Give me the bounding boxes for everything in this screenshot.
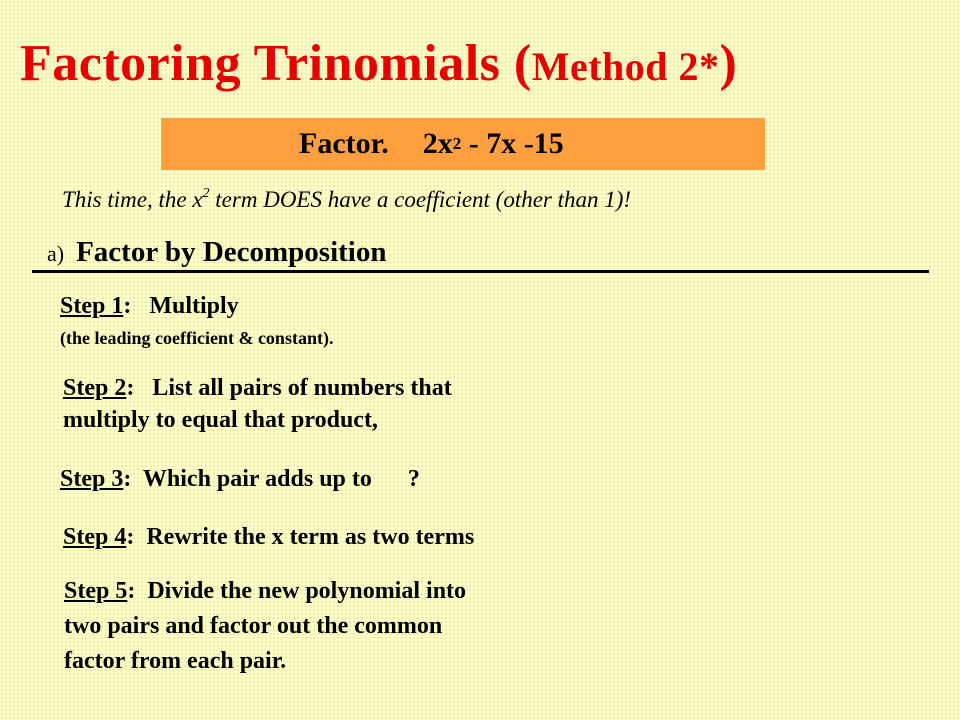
step-4-text: : Rewrite the x term as two terms [126, 524, 475, 550]
factor-expr-b: - 7x -15 [461, 127, 564, 160]
step-1-subtext: (the leading coefficient & constant). [60, 328, 334, 348]
title-method: Method 2* [531, 44, 720, 89]
step-2-text-line2: multiply to equal that product, [63, 407, 378, 434]
step-2 [63, 372, 452, 437]
slide-title [20, 35, 738, 92]
section-heading [47, 236, 386, 269]
step-5-label: Step 5 [64, 578, 128, 604]
factor-expr-a: 2x [422, 127, 453, 160]
section-title: Factor by Decomposition [76, 236, 387, 268]
step-3-text: : Which pair adds up to ? [123, 466, 420, 492]
step-1 [60, 290, 239, 322]
step-3-label: Step 3 [60, 466, 124, 492]
step-4-label: Step 4 [63, 524, 127, 550]
step-3 [60, 463, 420, 495]
step-5-text: : Divide the new polynomial into [127, 578, 467, 604]
step-5-text-line2: two pairs and factor out the common [64, 612, 443, 639]
note-part2: term DOES have a coefficient (other than 1)! [209, 187, 632, 212]
section-divider [32, 270, 929, 273]
step-5 [64, 574, 466, 678]
note-part1: This time, the x [62, 187, 203, 212]
title-close: ) [719, 35, 738, 92]
note-exponent: 2 [202, 186, 210, 201]
step-2-text: : List all pairs of numbers that [126, 375, 452, 401]
title-main: Factoring Trinomials ( [20, 35, 532, 92]
step-2-label: Step 2 [63, 375, 127, 401]
factor-label: Factor. [299, 127, 389, 160]
step-4 [63, 521, 474, 553]
coefficient-note [62, 187, 631, 213]
factor-banner: Factor. 2x 2 - 7x -15 [161, 118, 765, 170]
step-1-label: Step 1 [60, 293, 124, 319]
section-letter: a) [47, 241, 65, 266]
step-5-text-line3: factor from each pair. [64, 647, 287, 674]
step-1-text: : Multiply [123, 293, 239, 319]
